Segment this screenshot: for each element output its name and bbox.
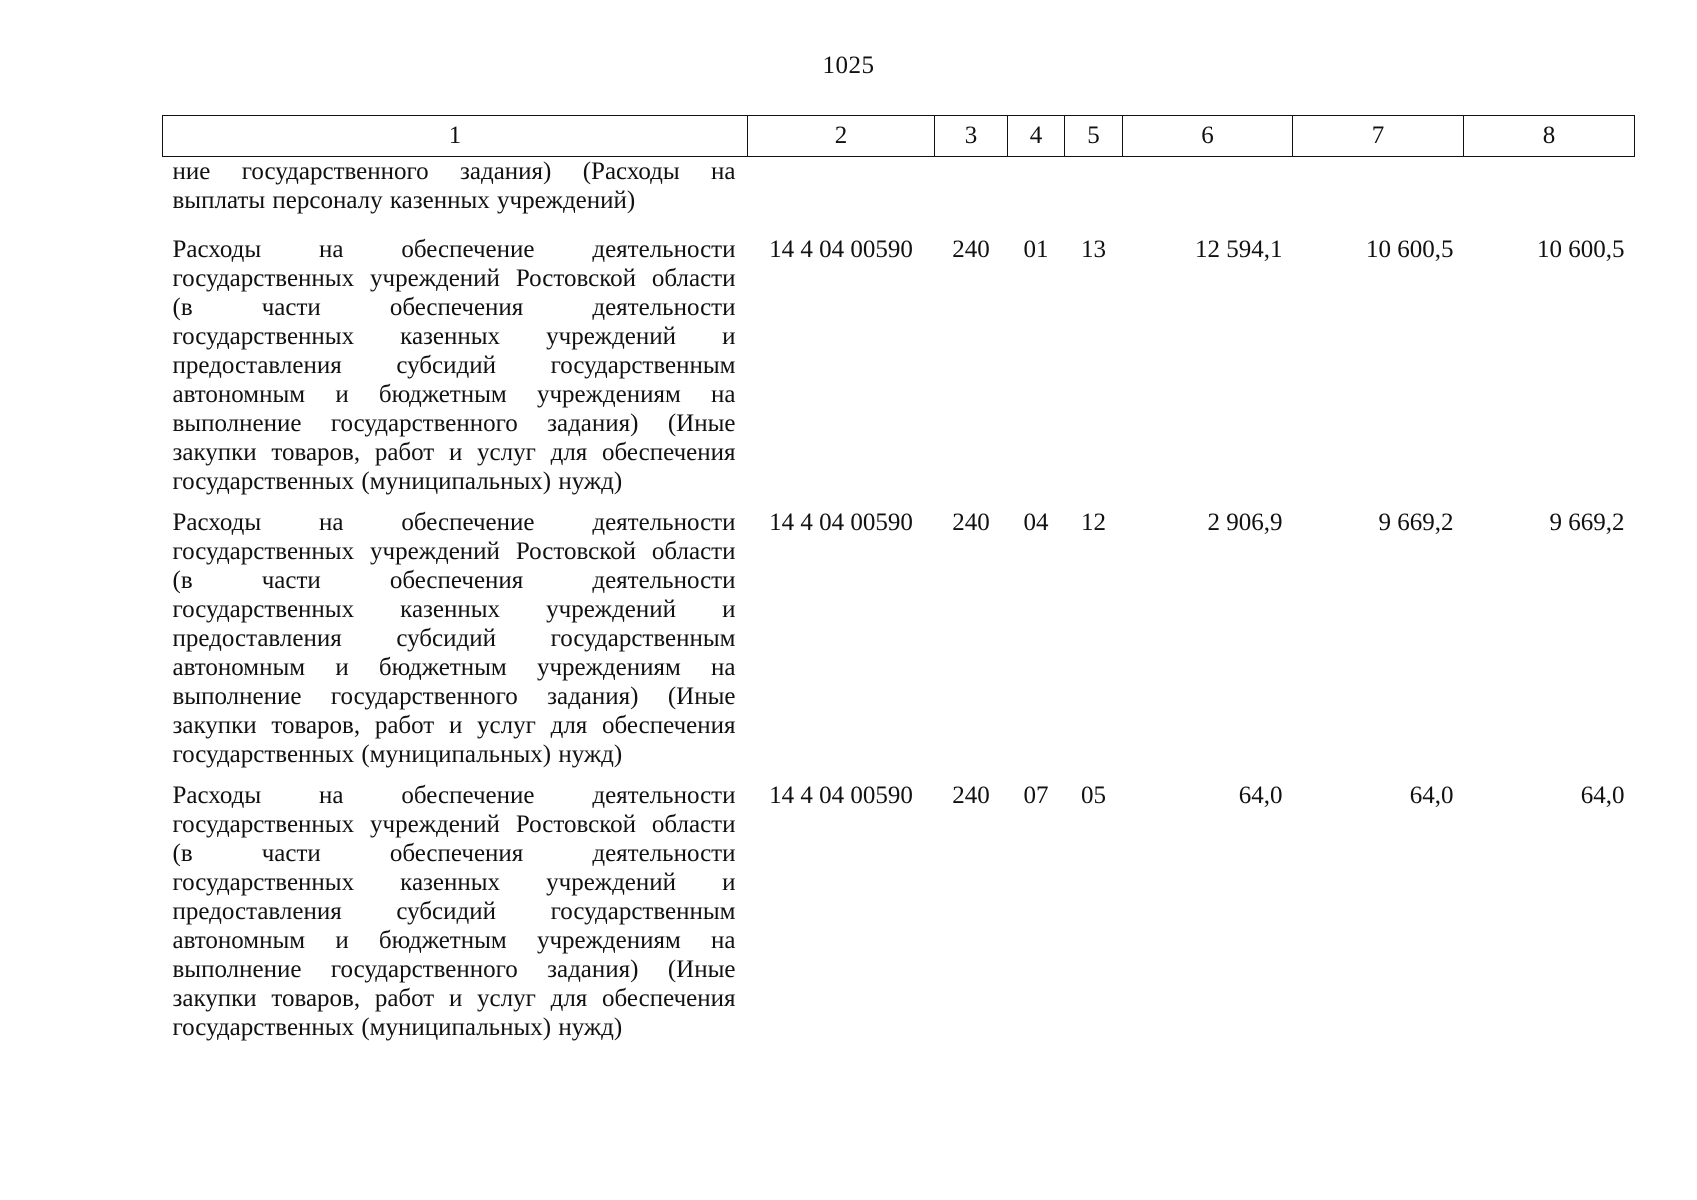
- header-cell-4: 4: [1008, 116, 1065, 157]
- header-cell-6: 6: [1123, 116, 1293, 157]
- header-row: [163, 116, 1635, 157]
- row-expense-type: 240: [952, 782, 990, 809]
- row-expense-type: 240: [952, 509, 990, 536]
- row-subsection: 05: [1081, 782, 1106, 809]
- row-amount-col8: 10 600,5: [1537, 236, 1625, 263]
- row-section: 07: [1023, 782, 1049, 809]
- header-cell-2: 2: [748, 116, 935, 157]
- table-body: [163, 157, 1635, 1055]
- row-target-item: 14 4 04 00590: [769, 236, 913, 263]
- row-amount-col6: 12 594,1: [1195, 236, 1283, 263]
- continuation-text: ние государственного задания) (Расходы на выплаты персоналу казенных учреждений): [172, 158, 736, 214]
- table-row: [163, 235, 1635, 508]
- row-amount-col7: 64,0: [1409, 782, 1454, 809]
- row-target-item: 14 4 04 00590: [769, 782, 913, 809]
- row-amount-col8: 64,0: [1580, 782, 1625, 809]
- row-amount-col7: 9 669,2: [1378, 509, 1454, 536]
- row-name: Расходы на обеспечение деятельности государственных учреждений Ростовской области (в части обеспечения деятельности государственных казенных учреждений и предоставления субсидий государственным автономным и бюджетным учреждениям на выполнение государственного задания) (Иные закупки товаров, работ и услуг для обеспечения государственных (муниципальных) нужд): [172, 509, 736, 768]
- header-cell-1: 1: [163, 116, 748, 157]
- row-subsection: 13: [1081, 236, 1106, 263]
- header-cell-3: 3: [935, 116, 1008, 157]
- continuation-row: [163, 157, 1635, 236]
- row-name: Расходы на обеспечение деятельности государственных учреждений Ростовской области (в части обеспечения деятельности государственных казенных учреждений и предоставления субсидий государственным автономным и бюджетным учреждениям на выполнение государственного задания) (Иные закупки товаров, работ и услуг для обеспечения государственных (муниципальных) нужд): [172, 782, 736, 1041]
- row-section: 01: [1023, 236, 1049, 263]
- row-amount-col8: 9 669,2: [1549, 509, 1625, 536]
- row-expense-type: 240: [952, 236, 990, 263]
- row-section: 04: [1023, 509, 1049, 536]
- page-number: 1025: [822, 52, 875, 79]
- header-cell-5: 5: [1065, 116, 1123, 157]
- row-name: Расходы на обеспечение деятельности государственных учреждений Ростовской области (в части обеспечения деятельности государственных казенных учреждений и предоставления субсидий государственным автономным и бюджетным учреждениям на выполнение государственного задания) (Иные закупки товаров, работ и услуг для обеспечения государственных (муниципальных) нужд): [172, 236, 736, 495]
- row-amount-col7: 10 600,5: [1366, 236, 1454, 263]
- row-amount-col6: 64,0: [1238, 782, 1283, 809]
- row-amount-col6: 2 906,9: [1207, 509, 1283, 536]
- row-target-item: 14 4 04 00590: [769, 509, 913, 536]
- header-cell-8: 8: [1464, 116, 1635, 157]
- header-cell-7: 7: [1293, 116, 1464, 157]
- row-subsection: 12: [1081, 509, 1106, 536]
- table-header: [163, 116, 1635, 157]
- table-row: [163, 508, 1635, 781]
- budget-table: [162, 115, 1635, 1054]
- table-row: [163, 781, 1635, 1054]
